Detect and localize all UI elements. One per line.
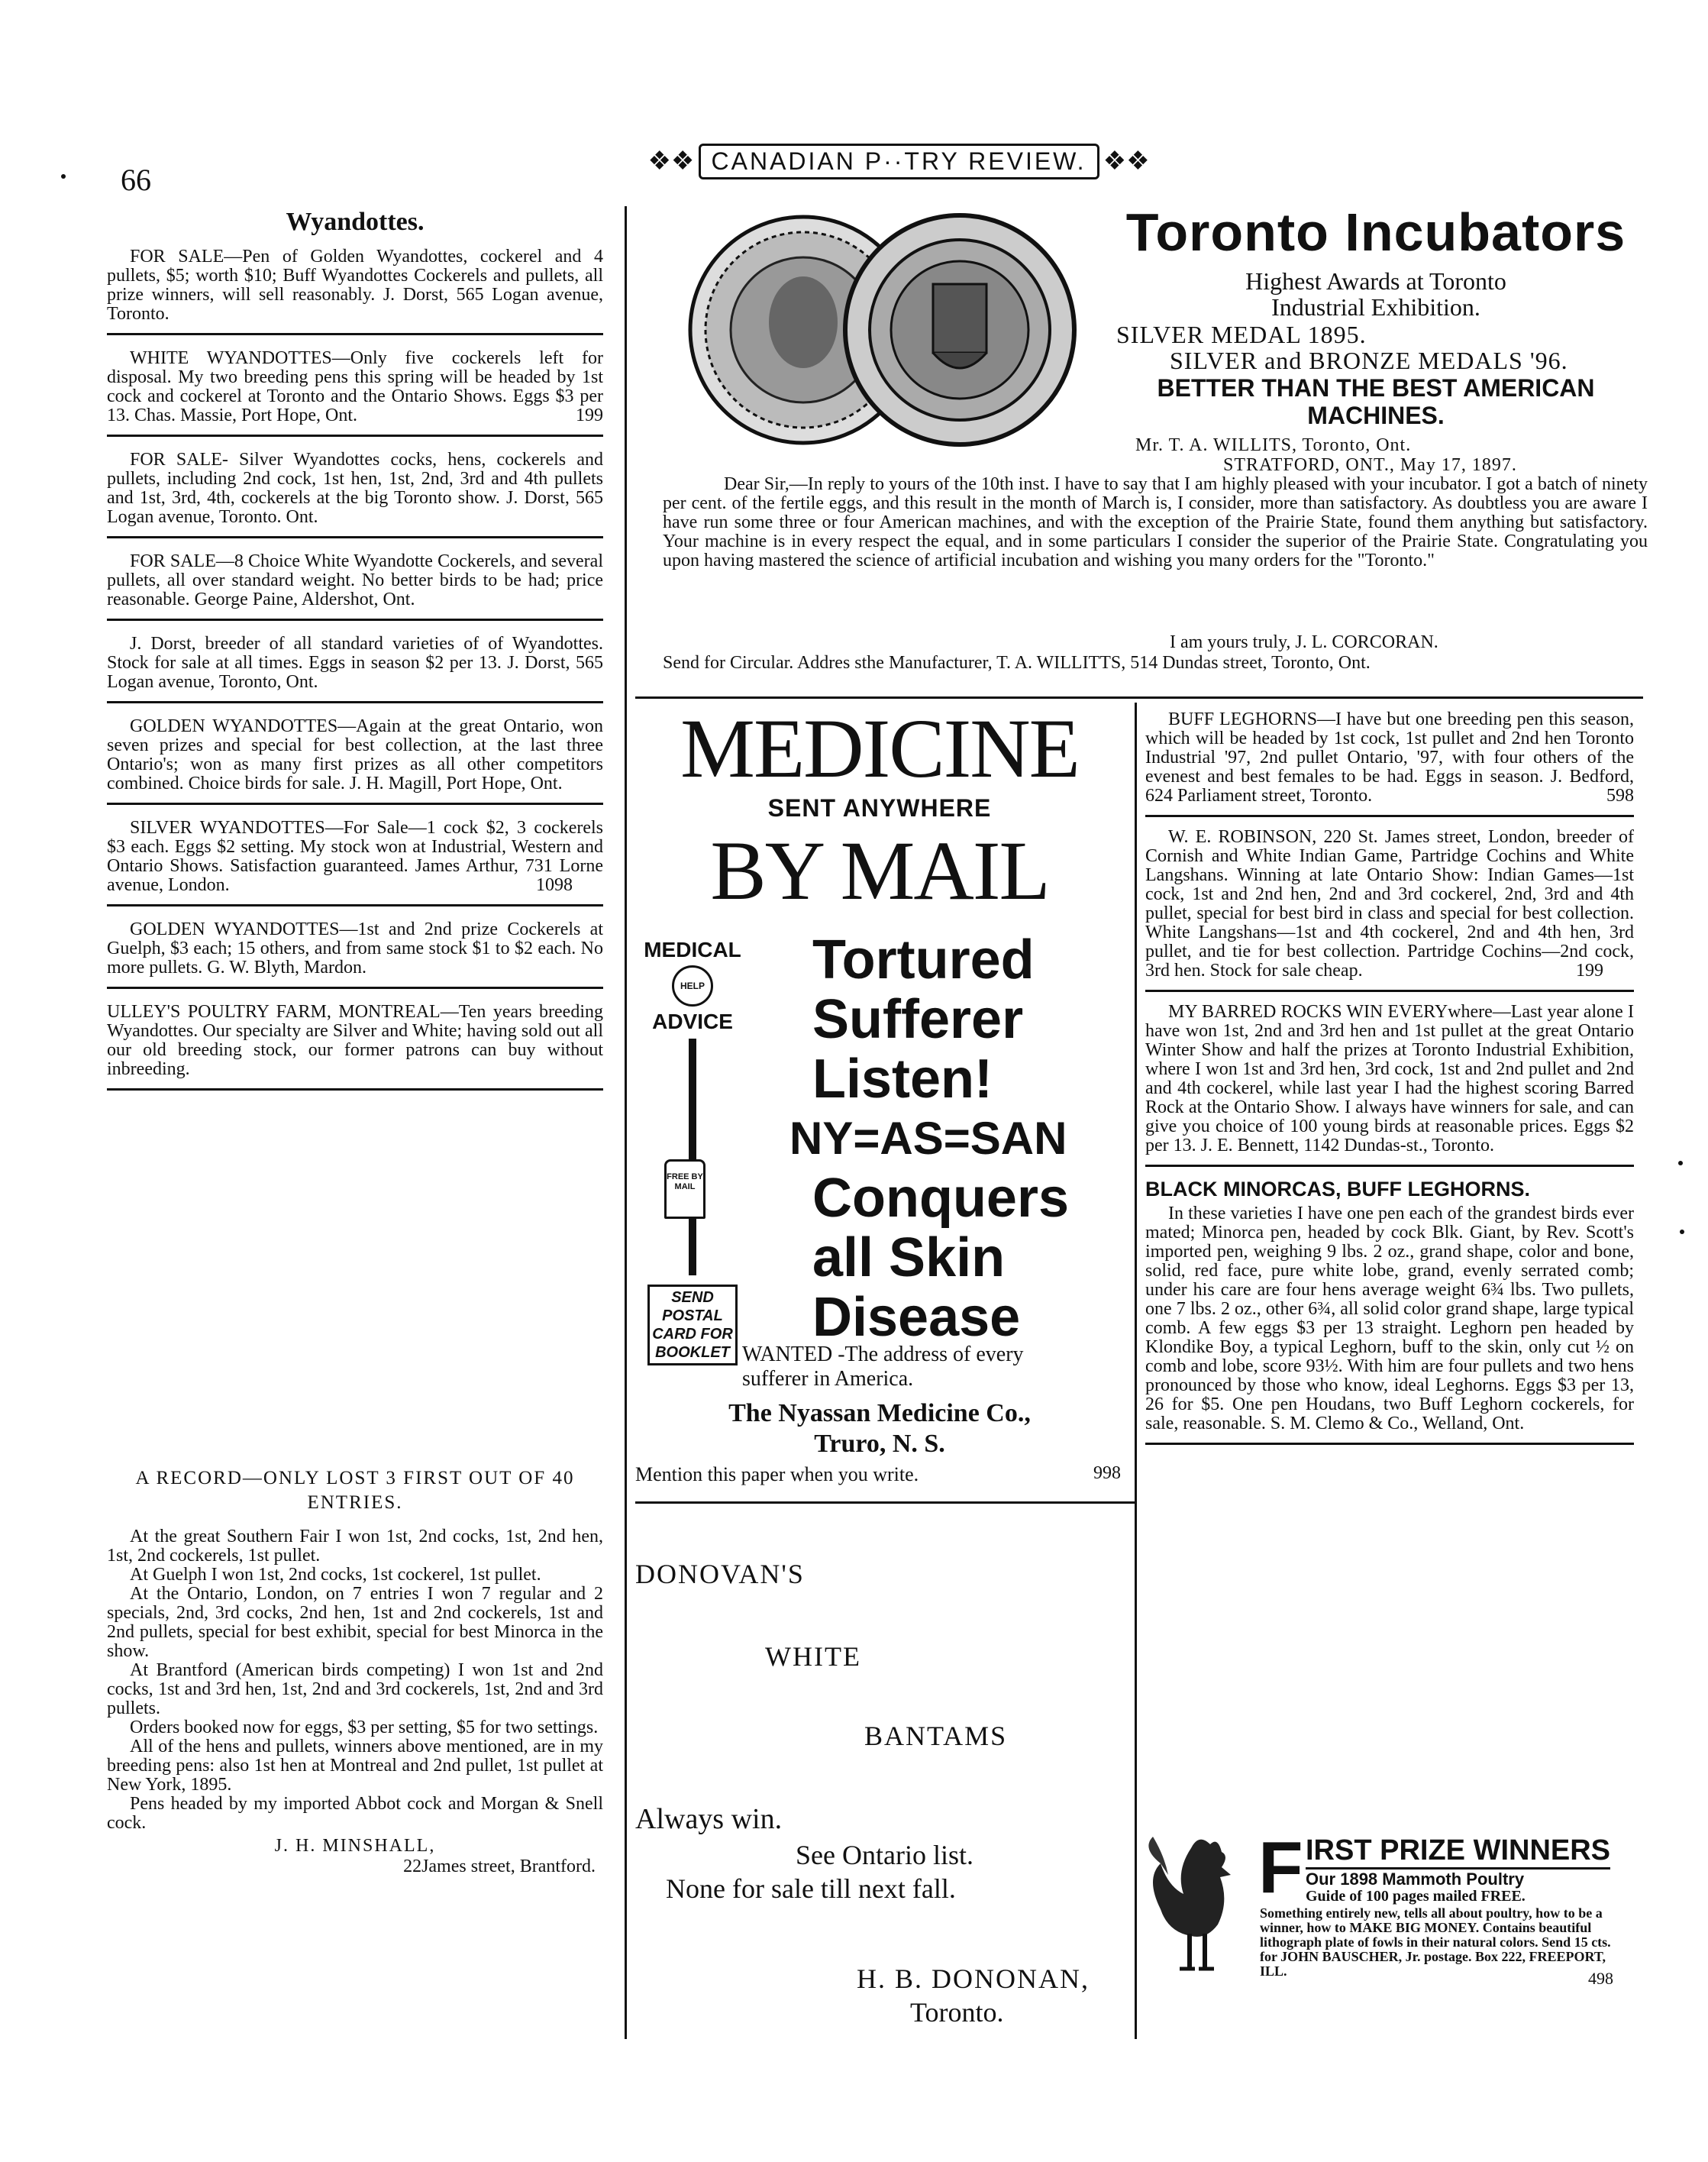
ad-text: W. E. ROBINSON, 220 St. James street, London, breeder of Cornish and White Indian Game, Partridge Cochins and White Langshans. Winning at late Ontario Show: Indian Games—1st cock, 1st and 2nd hen, 2nd and 3rd cockerel, 2nd, 3rd and 4th pullet, special for best bird in class and special for best collection. White Langshans—1st and 4th cockerel, 2nd and 4th hen, 3rd pullet, and tie for best collection. Partridge Cochins—2nd cock, 3rd hen. Stock for sale cheap. xyxy=(1145,827,1634,981)
record-paragraph: All of the hens and pullets, winners above mentioned, are in my breeding pens: also 1st hen at Montreal and 2nd pullet, 1st pullet at New York, 1895. xyxy=(107,1737,603,1795)
margin-dot xyxy=(1680,1230,1684,1234)
first-prize-line-2: Guide of 100 pages mailed FREE. xyxy=(1306,1888,1526,1905)
medical-sign-top: MEDICAL xyxy=(644,938,741,961)
margin-dot xyxy=(1678,1161,1683,1165)
record-address: 22James street, Brantford. xyxy=(403,1857,596,1876)
first-prize-number: 498 xyxy=(1588,1969,1613,1988)
record-paragraph: At the Ontario, London, on 7 entries I won 7 regular and 2 specials, 2nd, 3rd cocks, 2nd hen, 1st and 2nd cockerels, 1st and 2nd pullets, special for best exhibit, special for best Minorca in the show. xyxy=(107,1584,603,1661)
mailbox xyxy=(664,1159,705,1219)
conquers-line: Conquers xyxy=(812,1168,1070,1229)
record-paragraph: Pens headed by my imported Abbot cock and Morgan & Snell cock. xyxy=(107,1794,603,1833)
disease-line: Disease xyxy=(812,1287,1021,1348)
classified-ad-5 xyxy=(107,635,603,703)
classified-ad-8 xyxy=(107,920,603,989)
column-rule-left xyxy=(625,206,627,2039)
medicine-lines xyxy=(789,929,1133,1348)
ad-number: 1098 xyxy=(536,875,573,895)
donovan-line-2: WHITE xyxy=(765,1641,861,1672)
first-prize-body: Something entirely new, tells all about poultry, how to be a winner, how to MAKE BIG MONEY. Contains beautiful lithograph plate of fowls in their natural colors. Send 15 cts. for JOHN BAUSCHER, Jr. postage. Box 222, FREEPORT, ILL. xyxy=(1260,1905,1611,1979)
minorcas-title: BLACK MINORCAS, BUFF LEGHORNS. xyxy=(1145,1178,1530,1201)
record-ad xyxy=(107,1466,603,1877)
silver-medal-line: SILVER MEDAL 1895. xyxy=(1116,321,1367,348)
donovan-line-3: BANTAMS xyxy=(864,1721,1008,1751)
record-paragraph: Orders booked now for eggs, $3 per setting, $5 for two settings. xyxy=(130,1718,599,1737)
donovan-line-5: See Ontario list. xyxy=(796,1840,973,1870)
ad-text: J. Dorst, breeder of all standard varieties of of Wyandottes. Stock for sale at all times. Eggs in season $2 per 13. J. Dorst, 565 Logan avenue, Toronto, Ont. xyxy=(107,634,603,692)
left-column xyxy=(107,208,603,1104)
help-badge: HELP xyxy=(672,965,713,1007)
right-ad-2 xyxy=(1145,828,1634,992)
column-rule-right xyxy=(1135,703,1137,2039)
ad-text: BUFF LEGHORNS—I have but one breeding pen this season, which will be headed by 1st cock, 1st pullet and 2nd hen Toronto Industrial '97, 2nd pullet Ontario, '97, with four others of the evenest and best females to be had. Eggs in season. J. Bedford, 624 Parliament street, Toronto. xyxy=(1145,709,1634,806)
medicine-headline: MEDICINE xyxy=(680,702,1079,795)
first-prize-f: F xyxy=(1258,1827,1303,1908)
medical-sign xyxy=(635,930,750,1343)
right-ad-1 xyxy=(1145,710,1634,817)
toronto-title: Toronto Incubators xyxy=(1125,202,1626,262)
toronto-subtitle-2: Industrial Exhibition. xyxy=(1271,293,1480,321)
ad-text: FOR SALE—8 Choice White Wyandotte Cockerels, and several pullets, all over standard weight. No better birds to be had; price reasonable. George Paine, Aldershot, Ont. xyxy=(107,551,603,609)
toronto-addressee: Mr. T. A. WILLITS, Toronto, Ont. xyxy=(1135,435,1412,455)
medical-sign-bottom: ADVICE xyxy=(652,1010,733,1033)
donovan-ad xyxy=(635,1520,1124,2047)
ad-number: 598 xyxy=(1606,786,1634,806)
toronto-letter: Dear Sir,—In reply to yours of the 10th inst. I have to say that I am highly pleased with your incubator. I got a batch of ninety per cent. of the fertile eggs, and this result in the month of March is, I consider, more than satisfactory. As doubtless you are aware I have run some three or four American machines, and with the exception of the Prairie State, found them anything but satisfactory. Your machine is in every respect the equal, and in some particulars I consider the superior of the Prairie State. Congratulating you upon having mastered the science of artificial incubation and wishing you many orders for the "Toronto." xyxy=(663,474,1648,570)
classified-ad-7 xyxy=(107,819,603,906)
classified-ad-2 xyxy=(107,349,603,437)
classified-ad-3 xyxy=(107,451,603,538)
ad-text: ULLEY'S POULTRY FARM, MONTREAL—Ten years breeding Wyandottes. Our specialty are Silver and White; having sold out all our old breeding stock, our former patrons can buy without inbreeding. xyxy=(107,1002,603,1079)
tortured-line: Tortured xyxy=(812,929,1035,991)
toronto-subtitle-1: Highest Awards at Toronto xyxy=(1245,267,1506,295)
mailbox-label: FREE BY MAIL xyxy=(667,1172,703,1191)
ad-text: SILVER WYANDOTTES—For Sale—1 cock $2, 3 cockerels $3 each. Eggs $2 setting. My stock won at Industrial, Western and Ontario Shows. Satisfaction guaranteed. James Arthur, 731 Lorne avenue, London. xyxy=(107,818,603,895)
section-heading: Wyandottes. xyxy=(286,208,425,236)
ad-text: MY BARRED ROCKS WIN EVERYwhere—Last year alone I have won 1st, 2nd and 3rd hen and 1st pullet at the great Ontario Winter Show and half the prizes at Toronto Industrial Exhibition, where I won 1st and 3rd hen, 3rd cock, 1st and 2nd pullet and 2nd and 4th cockerel, while last year I had the highest scoring Barred Rock at the Ontario Show. I always have winners for sale, and can give you choice of 100 young birds at reasonable prices. Eggs $2 per 13. J. E. Bennett, 1142 Dundas-st., Toronto. xyxy=(1145,1002,1634,1155)
first-prize-title: IRST PRIZE WINNERS xyxy=(1306,1834,1610,1870)
nyassan-line: NY=AS=SAN xyxy=(789,1113,1067,1164)
sign-post xyxy=(689,1039,696,1275)
classified-ad-9 xyxy=(107,1003,603,1091)
silver-bronze-line: SILVER and BRONZE MEDALS '96. xyxy=(1170,347,1568,374)
toronto-closing: I am yours truly, J. L. CORCORAN. xyxy=(1170,632,1438,652)
classified-ad-4 xyxy=(107,552,603,621)
sufferer-line: Sufferer xyxy=(812,989,1024,1050)
donovan-line-6: None for sale till next fall. xyxy=(666,1873,956,1904)
donovan-line-4: Always win. xyxy=(635,1803,783,1835)
better-than-line: BETTER THAN THE BEST AMERICAN MACHINES. xyxy=(1157,374,1595,429)
ad-number: 199 xyxy=(576,406,603,425)
medicine-bottom-rule xyxy=(635,1501,1135,1504)
wanted-line: WANTED -The address of every sufferer in America. xyxy=(742,1343,1024,1391)
listen-line: Listen! xyxy=(812,1049,993,1110)
masthead-ornament-left: ❖❖ xyxy=(647,146,695,176)
toronto-footer: Send for Circular. Addres sthe Manufacturer, T. A. WILLITTS, 514 Dundas street, Toronto, Ont. xyxy=(663,653,1371,673)
record-paragraph: At the great Southern Fair I won 1st, 2nd cocks, 1st, 2nd hen, 1st, 2nd cockerels, 1st pullet. xyxy=(107,1527,603,1566)
medicine-location: Truro, N. S. xyxy=(814,1430,945,1458)
classified-ad-6 xyxy=(107,717,603,805)
masthead xyxy=(620,144,1177,189)
ad-text: GOLDEN WYANDOTTES—1st and 2nd prize Cockerels at Guelph, $3 each; 15 others, and from same stock $1 to $2 each. No more pullets. G. W. Blyth, Mardon. xyxy=(107,919,603,978)
all-skin-line: all Skin xyxy=(812,1227,1006,1288)
first-prize-line-1: Our 1898 Mammoth Poultry xyxy=(1306,1870,1525,1889)
medal-illustration xyxy=(681,200,1086,460)
ad-text: FOR SALE—Pen of Golden Wyandottes, cockerel and 4 pullets, $5; worth $10; Buff Wyandottes Cockerels and pullets, all prize winners, will sell reasonably. J. Dorst, 565 Logan avenue, Toronto. xyxy=(107,247,603,324)
ad-text: WHITE WYANDOTTES—Only five cockerels left for disposal. My two breeding pens this spring will be headed by 1st cock and cockerel at Toronto and the Ontario Shows. Eggs $3 per 13. Chas. Massie, Port Hope, Ont. xyxy=(107,348,603,425)
medicine-ad-number: 998 xyxy=(1093,1463,1121,1483)
margin-dot xyxy=(61,174,66,179)
ad-text: GOLDEN WYANDOTTES—Again at the great Ontario, won seven prizes and special for best collection, at the last three Ontario's; won as many first prizes as all other competitors combined. Choice birds for sale. J. H. Magill, Port Hope, Ont. xyxy=(107,716,603,793)
record-title: A RECORD—ONLY LOST 3 FIRST OUT OF 40 ENTRIES. xyxy=(135,1468,575,1513)
record-paragraph: At Guelph I won 1st, 2nd cocks, 1st cockerel, 1st pullet. xyxy=(130,1565,541,1585)
medicine-company: The Nyassan Medicine Co., xyxy=(728,1399,1031,1427)
classified-ad-1 xyxy=(107,247,603,335)
sent-anywhere: SENT ANYWHERE xyxy=(767,794,992,822)
donovan-city: Toronto. xyxy=(910,1997,1004,2028)
page-number: 66 xyxy=(121,163,151,197)
minorcas-text: In these varieties I have one pen each of the grandest birds ever mated; Minorca pen, headed by cock Blk. Giant, by Rev. Scott's imported pen, weighing 9 lbs. 2 oz., grand shape, color and bone, solid, red face, pure white lobe, grand, evenly serrated comb; under his care are four hens average weight 6¾ lbs. Two pullets, one 7 lbs. 2 oz., other 6¾, all solid color grand shape, large typical comb. A few eggs $3 per 13 straight. Leghorn pen headed by Klondike Boy, a typical Leghorn, buff to the skin, only cut ½ on comb and lobe, score 93½. With him are four pullets and two hens pronounced by those who know, ideal Leghorns. Eggs $3 per 13, 26 for $5. One pen Houdans, two Buff Leghorn cockerels, for sale, reasonable. S. M. Clemo & Co., Welland, Ont. xyxy=(1145,1204,1634,1445)
rooster-illustration xyxy=(1145,1833,1260,1978)
send-postal-card: SEND POSTAL CARD FOR BOOKLET xyxy=(647,1285,738,1365)
donovan-signature: H. B. DONONAN, xyxy=(857,1963,1090,1994)
record-body xyxy=(107,1527,603,1833)
toronto-dateline: STRATFORD, ONT., May 17, 1897. xyxy=(1223,455,1517,475)
toronto-bottom-rule xyxy=(635,696,1643,699)
by-mail-headline: BY MAIL xyxy=(710,824,1049,917)
first-prize-ad xyxy=(1145,1827,1634,1988)
record-paragraph: At Brantford (American birds competing) I won 1st and 2nd cocks, 1st and 3rd hen, 1st, 2nd and 3rd cockerels, 1st, 2nd and 3rd pullets. xyxy=(107,1660,603,1718)
ad-text: FOR SALE- Silver Wyandottes cocks, hens, cockerels and pullets, including 2nd cock, 1st hen, 1st, 2nd, 3rd and 4th pullets and 1st, 3rd, 4th, cockerels at the big Toronto show. J. Dorst, 565 Logan avenue, Toronto. Ont. xyxy=(107,450,603,527)
right-column xyxy=(1145,710,1634,1445)
medicine-ad xyxy=(635,703,1124,1489)
masthead-title: CANADIAN P··TRY REVIEW. xyxy=(699,144,1099,179)
toronto-incubators-ad xyxy=(635,200,1651,695)
record-signature: J. H. MINSHALL, xyxy=(274,1836,436,1856)
masthead-ornament-right: ❖❖ xyxy=(1103,146,1150,176)
right-ad-3 xyxy=(1145,1003,1634,1167)
mention-line: Mention this paper when you write. xyxy=(635,1463,919,1485)
donovan-line-1: DONOVAN'S xyxy=(635,1559,805,1589)
ad-number: 199 xyxy=(1576,961,1603,981)
